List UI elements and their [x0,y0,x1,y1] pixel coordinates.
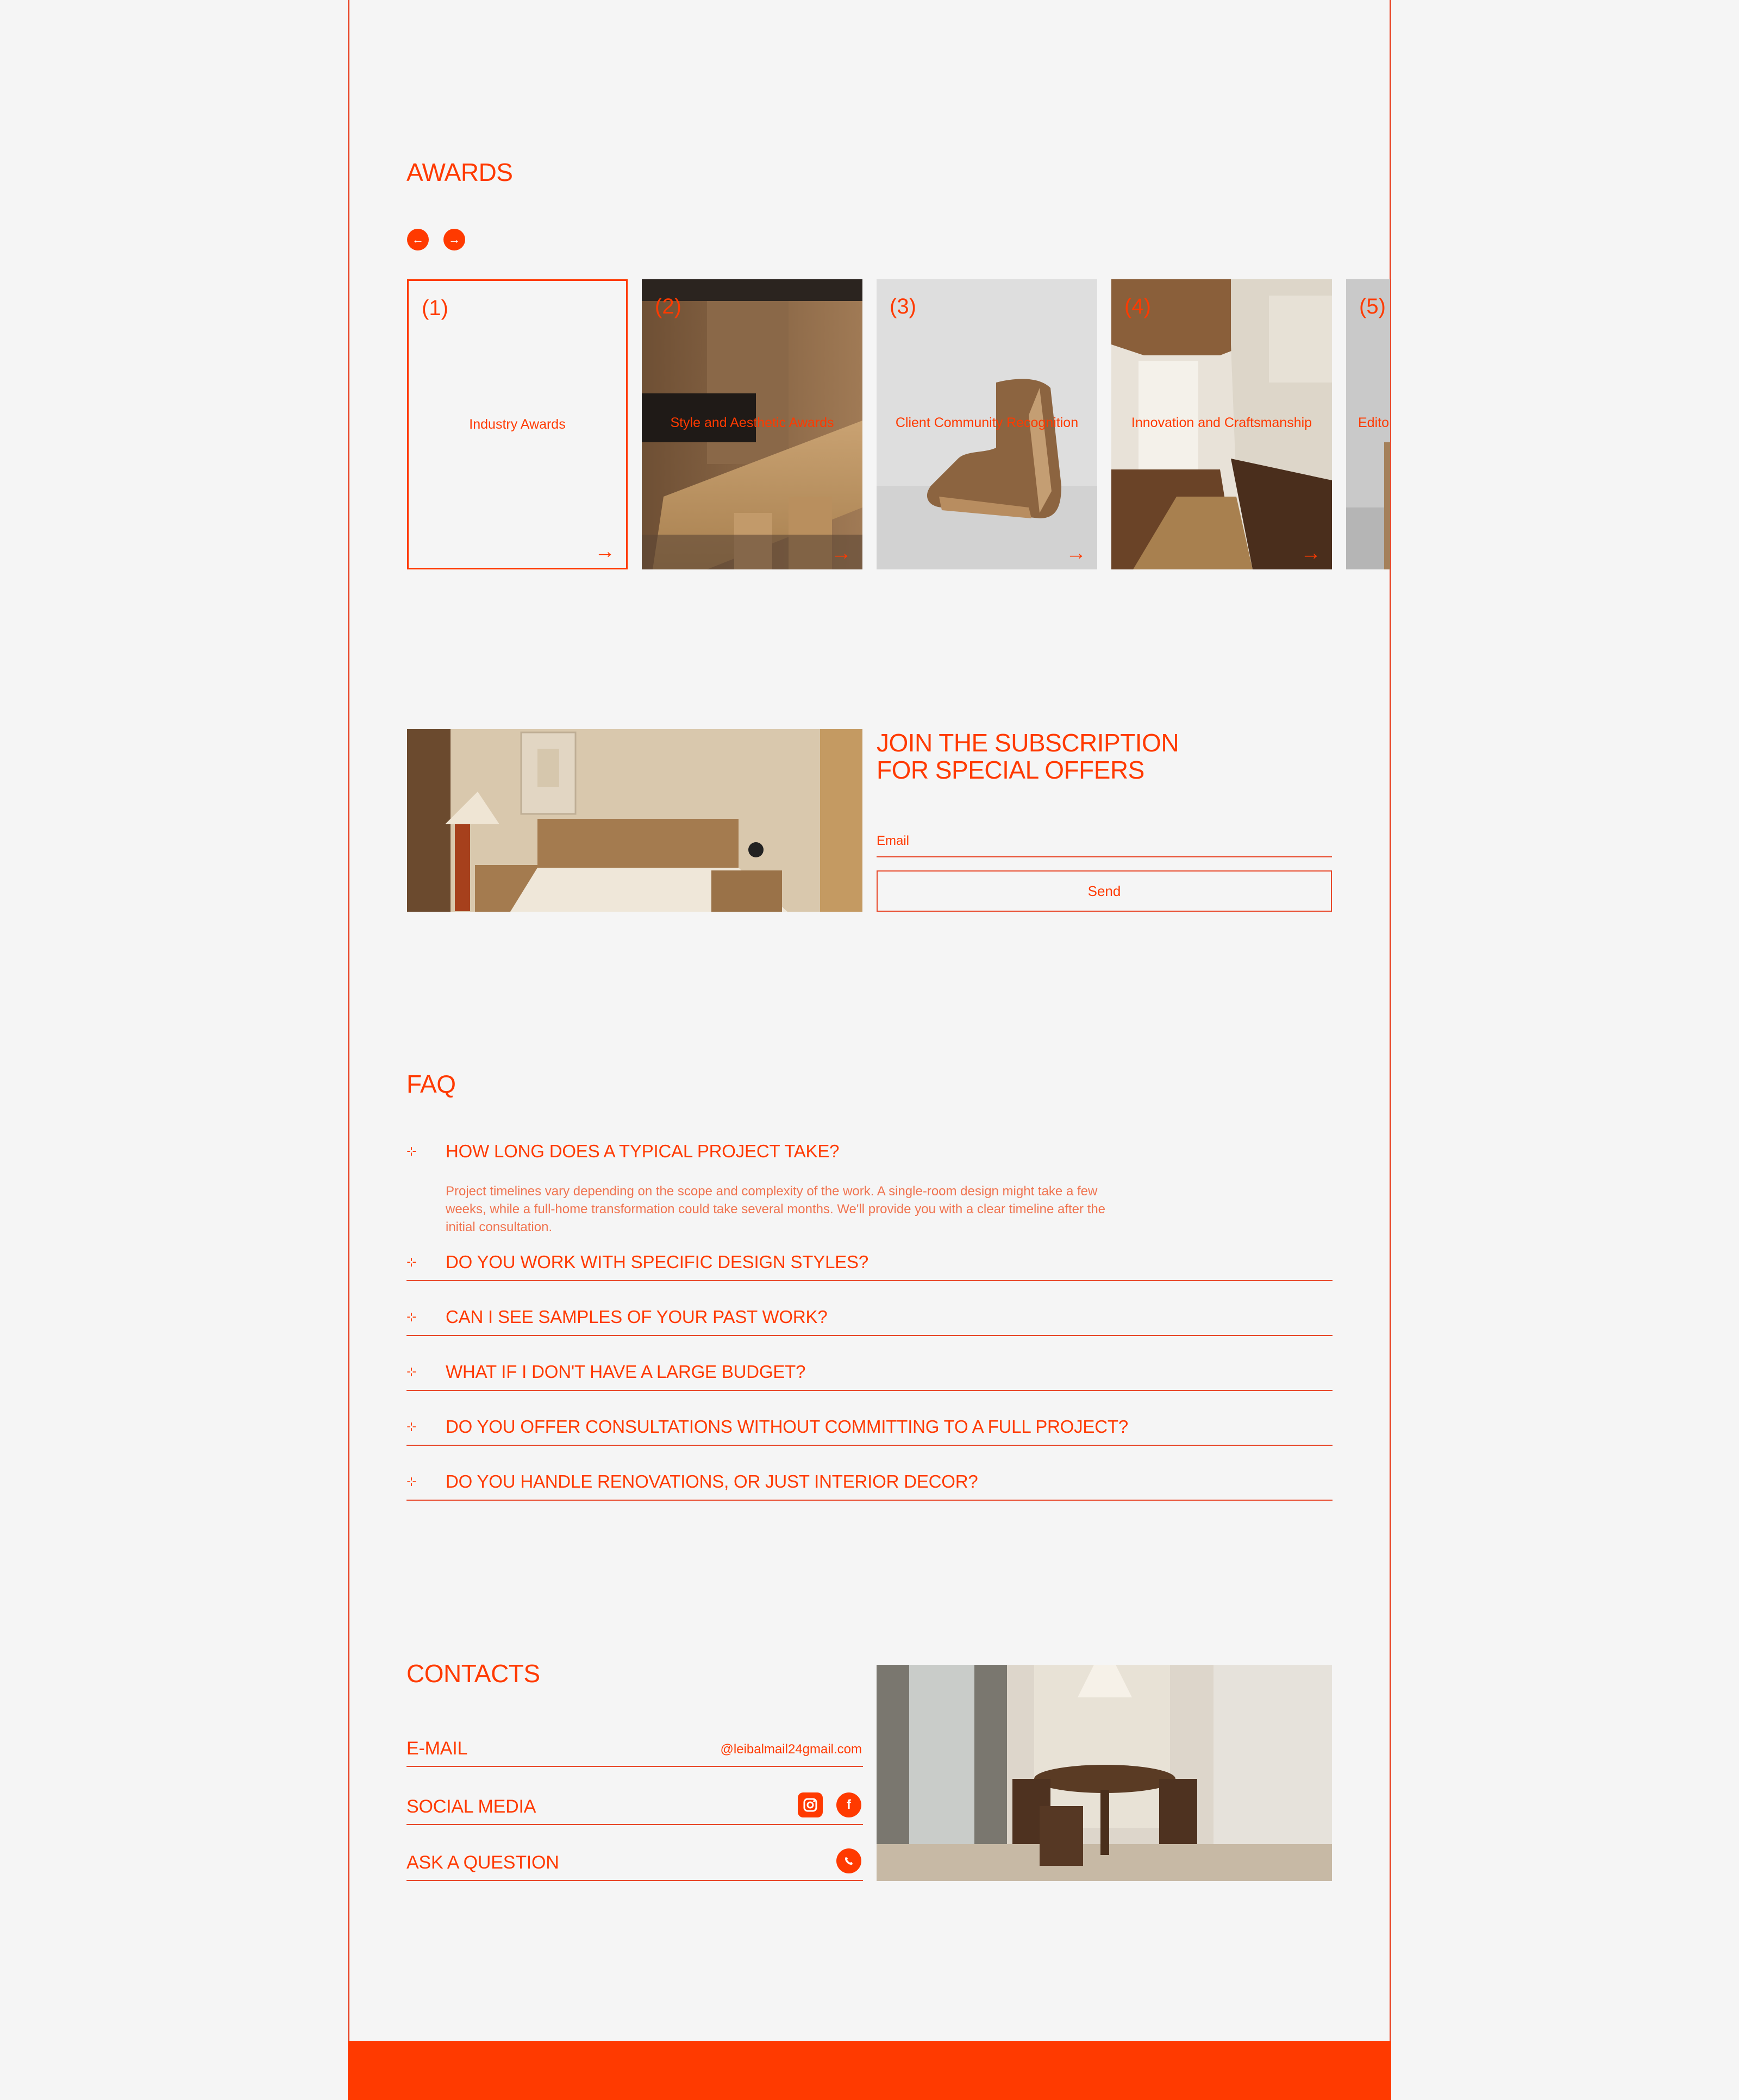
ask-question-label: ASK A QUESTION [406,1852,559,1873]
award-card[interactable] [1346,279,1390,569]
award-card-number: (3) [890,294,916,318]
divider [406,1880,863,1881]
arrow-right-icon: → [448,233,460,246]
arrow-right-icon: → [1300,542,1321,565]
bedroom-image [407,729,862,912]
expand-icon: ⊹ [406,1475,417,1488]
faq-question: DO YOU HANDLE RENOVATIONS, OR JUST INTERIOR DECOR? [446,1471,978,1491]
expand-icon: ⊹ [406,1144,417,1158]
arrow-right-icon: → [595,540,615,563]
email-field[interactable] [877,856,1332,857]
contacts-title: CONTACTS [406,1659,540,1688]
email-label: E-MAIL [406,1738,468,1759]
divider [406,1766,863,1767]
faq-question: DO YOU OFFER CONSULTATIONS WITHOUT COMMITTING TO A FULL PROJECT? [446,1416,1128,1437]
faq-answer: Project timelines vary depending on the scope and complexity of the work. A single-room design might take a few weeks, while a full-home transformation could take several months. We'll provide you with a clear timeline after the initial consultation. [446,1184,1106,1234]
faq-question: DO YOU WORK WITH SPECIFIC DESIGN STYLES? [446,1252,869,1272]
awards-next-button[interactable] [443,229,465,250]
subscription-title [877,729,1179,783]
facebook-icon[interactable]: f [836,1792,861,1817]
award-card-number: (1) [422,296,448,320]
divider [406,1445,1333,1446]
arrow-left-icon: ← [412,233,424,246]
award-card[interactable] [642,279,862,569]
footer-band [348,2041,1391,2100]
expand-icon: ⊹ [406,1310,417,1324]
divider [406,1390,1333,1391]
award-card-title: Industry Awards [469,417,566,432]
faq-question: HOW LONG DOES A TYPICAL PROJECT TAKE? [446,1141,840,1161]
divider [406,1335,1333,1336]
email-link[interactable]: @leibalmail24gmail.com [720,1742,862,1757]
whatsapp-icon[interactable] [836,1848,861,1873]
divider [406,1824,863,1825]
award-card-number: (4) [1124,294,1151,318]
award-card[interactable] [407,279,628,569]
subscription-title-line1: JOIN THE SUBSCRIPTION [877,729,1179,757]
divider [406,1500,1333,1501]
award-card[interactable] [1111,279,1332,569]
expand-icon: ⊹ [406,1365,417,1378]
faq-item[interactable] [406,1307,1333,1336]
faq-question: WHAT IF I DON'T HAVE A LARGE BUDGET? [446,1362,806,1382]
social-media-label: SOCIAL MEDIA [406,1796,536,1817]
faq-item[interactable] [406,1416,1333,1446]
expand-icon: ⊹ [406,1255,417,1269]
award-card-title: Style and Aesthetic Awards [670,415,834,430]
award-card-title: Edito [1358,415,1389,430]
awards-prev-button[interactable] [407,229,429,250]
faq-item[interactable] [406,1141,1333,1163]
subscription-title-line2: FOR SPECIAL OFFERS [877,756,1144,784]
award-card-number: (2) [655,294,681,318]
email-field-label: Email [877,833,910,848]
send-button[interactable]: Send [877,870,1332,912]
faq-title: FAQ [406,1070,456,1098]
faq-item[interactable] [406,1252,1333,1281]
arrow-right-icon: → [831,542,852,565]
award-card-title: Innovation and Craftsmanship [1131,415,1312,430]
expand-icon: ⊹ [406,1420,417,1433]
award-card[interactable] [877,279,1097,569]
faq-item[interactable] [406,1362,1333,1391]
awards-title: AWARDS [406,158,513,186]
faq-item[interactable] [406,1471,1333,1501]
arrow-right-icon: → [1066,542,1086,565]
award-card-title: Client Community Recognition [895,415,1079,430]
faq-question: CAN I SEE SAMPLES OF YOUR PAST WORK? [446,1307,828,1327]
dining-area-image [877,1665,1332,1881]
award-card-number: (5) [1359,294,1386,318]
divider [406,1280,1333,1281]
instagram-icon[interactable] [798,1792,823,1817]
